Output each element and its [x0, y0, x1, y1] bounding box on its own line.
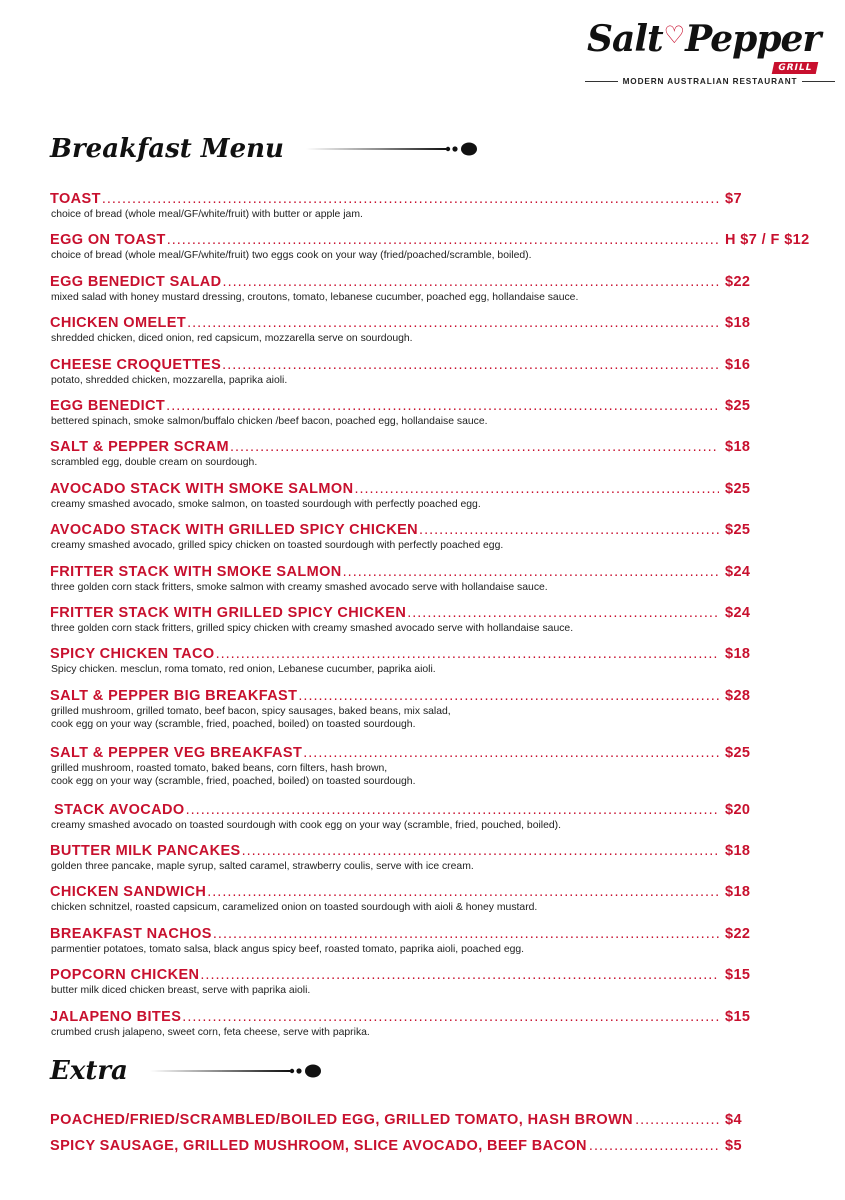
tagline-rule-left	[585, 81, 618, 82]
dot-leader	[303, 744, 719, 762]
dot-leader	[343, 563, 719, 581]
dot-leader	[230, 438, 719, 456]
menu-item	[50, 1008, 825, 1049]
menu-item-header	[50, 314, 825, 332]
dot-leader	[166, 397, 719, 415]
spoon-divider-icon	[150, 1063, 322, 1079]
menu-item-description: shredded chicken, diced onion, red capsicum, mozzarella serve on sourdough.	[51, 333, 413, 345]
extra-menu-list	[50, 1112, 825, 1164]
menu-item-header	[50, 966, 825, 984]
menu-item-price: H $7 / F $12	[725, 232, 810, 249]
logo-wordmark	[587, 18, 820, 60]
menu-item	[50, 744, 825, 801]
menu-item-header	[50, 190, 825, 208]
menu-item-description: choice of bread (whole meal/GF/white/fruit) two eggs cook on your way (fried/poached/scramble, boiled).	[51, 250, 532, 262]
menu-item	[50, 521, 825, 562]
spoon-divider-icon	[306, 141, 478, 157]
menu-item-name: POPCORN CHICKEN	[50, 967, 200, 984]
menu-item-header	[50, 604, 825, 622]
menu-item-name: FRITTER STACK WITH SMOKE SALMON	[50, 563, 342, 580]
menu-item-name: AVOCADO STACK WITH SMOKE SALMON	[50, 480, 354, 497]
menu-item	[50, 314, 825, 355]
extra-item-price: $4	[725, 1112, 742, 1128]
menu-item-price: $22	[725, 273, 751, 290]
dot-leader	[354, 480, 719, 498]
breakfast-section-title	[50, 134, 478, 164]
extra-section-title	[50, 1056, 322, 1086]
menu-item-price: $15	[725, 1008, 751, 1025]
menu-item-price: $18	[725, 646, 751, 663]
section-title-text: Breakfast Menu	[50, 134, 284, 164]
menu-item	[50, 190, 825, 231]
menu-item	[50, 397, 825, 438]
menu-item-description: chicken schnitzel, roasted capsicum, caramelized onion on toasted sourdough with aioli & honey mustard.	[51, 902, 538, 914]
menu-item-description: three golden corn stack fritters, smoke salmon with creamy smashed avocado serve with hollandaise sauce.	[51, 581, 548, 593]
menu-item-description: creamy smashed avocado, grilled spicy chicken on toasted sourdough with perfectly poached egg.	[51, 540, 504, 552]
dot-leader	[207, 883, 719, 901]
menu-item-price: $25	[725, 522, 751, 539]
dot-leader	[187, 314, 719, 332]
menu-item	[50, 604, 825, 645]
menu-item-description: creamy smashed avocado, smoke salmon, on toasted sourdough with perfectly poached egg.	[51, 498, 481, 510]
dot-leader	[216, 645, 719, 663]
restaurant-logo	[585, 18, 835, 90]
menu-item-description: butter milk diced chicken breast, serve with paprika aioli.	[51, 985, 311, 997]
extra-item-price: $5	[725, 1138, 742, 1154]
menu-item-price: $18	[725, 439, 751, 456]
heart-icon: ♡	[663, 20, 685, 49]
menu-item-price: $25	[725, 480, 751, 497]
menu-item-header	[50, 744, 825, 762]
menu-item-header	[50, 1008, 825, 1026]
menu-item-price: $18	[725, 315, 751, 332]
dot-leader	[589, 1138, 719, 1154]
dot-leader	[182, 1008, 719, 1026]
dot-leader	[419, 521, 719, 539]
dot-leader	[186, 801, 719, 819]
menu-item-header	[50, 356, 825, 374]
menu-item	[50, 645, 825, 686]
dot-leader	[213, 925, 719, 943]
menu-item-name: EGG ON TOAST	[50, 232, 166, 249]
dot-leader	[298, 687, 719, 705]
tagline-rule-right	[802, 81, 835, 82]
menu-item-name: EGG BENEDICT	[50, 397, 166, 414]
logo-word-pepper: Pepper	[685, 18, 821, 60]
menu-item	[50, 883, 825, 924]
menu-item-name: TOAST	[50, 191, 101, 207]
menu-item-price: $24	[725, 604, 751, 621]
menu-item	[50, 842, 825, 883]
menu-item-name: SALT & PEPPER BIG BREAKFAST	[50, 687, 298, 704]
menu-item-name: SPICY CHICKEN TACO	[50, 646, 215, 663]
menu-item-name: EGG BENEDICT SALAD	[50, 273, 222, 290]
dot-leader	[102, 190, 719, 208]
menu-item-description: grilled mushroom, roasted tomato, baked beans, corn filters, hash brown, cook egg on your way (scramble, fried, poached, boiled) on toasted sourdough.	[51, 762, 416, 787]
menu-item-price: $18	[725, 884, 751, 901]
extra-item-name: POACHED/FRIED/SCRAMBLED/BOILED EGG, GRILLED TOMATO, HASH BROWN	[50, 1112, 634, 1128]
dot-leader	[222, 356, 719, 374]
section-title-text: Extra	[50, 1056, 128, 1086]
menu-item-name: SALT & PEPPER VEG BREAKFAST	[50, 744, 303, 761]
menu-item-price: $18	[725, 843, 751, 860]
extra-item	[50, 1112, 825, 1138]
dot-leader	[242, 842, 719, 860]
logo-grill-badge: GRILL	[772, 62, 819, 74]
menu-item	[50, 231, 825, 272]
menu-item-description: crumbed crush jalapeno, sweet corn, feta cheese, serve with paprika.	[51, 1026, 370, 1038]
menu-item-name: JALAPENO BITES	[50, 1008, 182, 1025]
menu-item-header	[50, 687, 825, 705]
dot-leader	[635, 1112, 719, 1128]
menu-item-header	[50, 842, 825, 860]
menu-item	[50, 480, 825, 521]
menu-item	[50, 356, 825, 397]
menu-item-description: mixed salad with honey mustard dressing, croutons, tomato, lebanese cucumber, poached egg, hollandaise sauce.	[51, 291, 579, 303]
menu-item-name: CHICKEN SANDWICH	[50, 884, 207, 901]
menu-item-header	[50, 273, 825, 291]
menu-item-description: creamy smashed avocado on toasted sourdough with cook egg on your way (scramble, fried, pouched, boiled).	[51, 819, 562, 831]
menu-item-description: parmentier potatoes, tomato salsa, black angus spicy beef, roasted tomato, paprika aioli, poached egg.	[51, 943, 525, 955]
menu-item-header	[50, 397, 825, 415]
menu-item-header	[50, 883, 825, 901]
menu-item-name: STACK AVOCADO	[54, 801, 185, 818]
dot-leader	[200, 966, 719, 984]
dot-leader	[407, 604, 719, 622]
menu-item-header	[50, 231, 825, 249]
breakfast-menu-list	[50, 190, 825, 1049]
menu-item-name: SALT & PEPPER SCRAM	[50, 439, 229, 456]
menu-item-header	[50, 645, 825, 663]
menu-item	[50, 563, 825, 604]
extra-item	[50, 1138, 825, 1164]
menu-item-header	[50, 925, 825, 943]
menu-item-description: choice of bread (whole meal/GF/white/fruit) with butter or apple jam.	[51, 209, 363, 220]
menu-item-price: $22	[725, 925, 751, 942]
menu-item	[50, 966, 825, 1007]
logo-word-salt: Salt	[587, 18, 663, 60]
menu-item-header	[50, 521, 825, 539]
menu-item-header	[50, 438, 825, 456]
menu-item-header	[50, 801, 825, 819]
menu-item-header	[50, 480, 825, 498]
menu-item	[50, 273, 825, 314]
menu-item-description: grilled mushroom, grilled tomato, beef bacon, spicy sausages, baked beans, mix salad, cook egg on your way (scramble, fried, poached, boiled) on toasted sourdough.	[51, 705, 451, 730]
menu-item-description: golden three pancake, maple syrup, salted caramel, strawberry coulis, serve with ice cream.	[51, 861, 474, 873]
menu-item-price: $15	[725, 967, 751, 984]
menu-item	[50, 687, 825, 744]
menu-item-header	[50, 563, 825, 581]
menu-item-price: $24	[725, 563, 751, 580]
menu-item-price: $28	[725, 687, 751, 704]
menu-item	[50, 438, 825, 479]
tagline-text: MODERN AUSTRALIAN RESTAURANT	[622, 77, 798, 86]
logo-tagline	[585, 77, 835, 86]
menu-item-description: three golden corn stack fritters, grilled spicy chicken with creamy smashed avocado serve with hollandaise sauce.	[51, 622, 574, 634]
menu-item-name: CHEESE CROQUETTES	[50, 356, 222, 373]
menu-item-price: $25	[725, 397, 751, 414]
menu-item-description: scrambled egg, double cream on sourdough.	[51, 457, 258, 469]
menu-item-price: $25	[725, 744, 751, 761]
menu-item-price: $7	[725, 191, 742, 207]
extra-item-name: SPICY SAUSAGE, GRILLED MUSHROOM, SLICE AVOCADO, BEEF BACON	[50, 1138, 587, 1154]
menu-item-name: FRITTER STACK WITH GRILLED SPICY CHICKEN	[50, 604, 407, 621]
menu-item-description: potato, shredded chicken, mozzarella, paprika aioli.	[51, 374, 288, 386]
menu-item-name: CHICKEN OMELET	[50, 315, 187, 332]
dot-leader	[223, 273, 719, 291]
menu-item-price: $20	[725, 801, 751, 818]
menu-item-description: Spicy chicken. mesclun, roma tomato, red onion, Lebanese cucumber, paprika aioli.	[51, 664, 436, 676]
menu-item	[50, 925, 825, 966]
menu-item-description: bettered spinach, smoke salmon/buffalo chicken /beef bacon, poached egg, hollandaise sauce.	[51, 415, 488, 427]
menu-item-price: $16	[725, 356, 751, 373]
menu-item-name: BREAKFAST NACHOS	[50, 925, 212, 942]
dot-leader	[167, 231, 719, 249]
menu-item	[50, 801, 825, 842]
menu-item-name: BUTTER MILK PANCAKES	[50, 843, 241, 860]
menu-item-name: AVOCADO STACK WITH GRILLED SPICY CHICKEN	[50, 522, 419, 539]
